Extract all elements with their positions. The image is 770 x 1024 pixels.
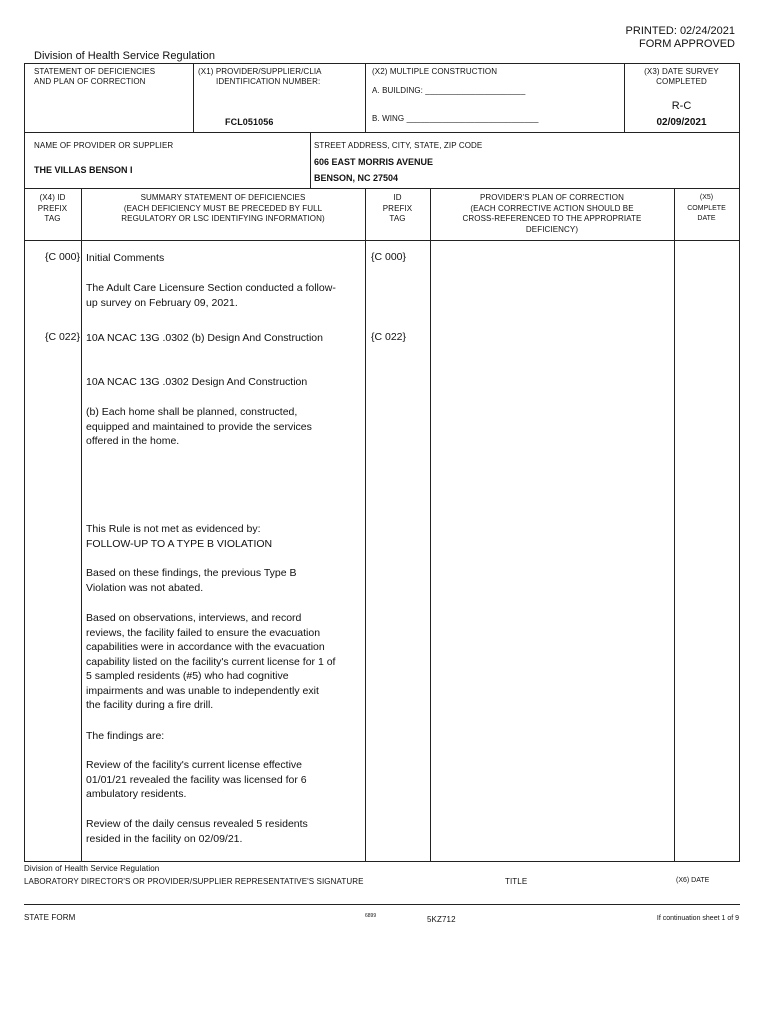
x2-label: (X2) MULTIPLE CONSTRUCTION — [372, 67, 498, 76]
x1-value: FCL051056 — [225, 117, 274, 127]
continuation-sheet: If continuation sheet 1 of 9 — [656, 915, 739, 922]
statement-label: STATEMENT OF DEFICIENCIES — [34, 67, 156, 76]
followup-text: FOLLOW-UP TO A TYPE B VIOLATION — [86, 538, 273, 550]
col-divider-1 — [81, 188, 82, 862]
summary-header-1: SUMMARY STATEMENT OF DEFICIENCIES — [140, 193, 306, 202]
plan-label: AND PLAN OF CORRECTION — [34, 77, 146, 86]
statement-box — [34, 67, 155, 87]
x3-label: (X3) DATE SURVEY — [644, 67, 719, 76]
x5-header-3: DATE — [697, 215, 716, 222]
rule-b-text: (b) Each home shall be planned, constructed, equipped and maintained to provide the services offered in the home. — [86, 406, 312, 447]
col-divider-3 — [430, 188, 431, 862]
rule-2 — [24, 132, 740, 133]
building-label: A. BUILDING: ______________________ — [372, 86, 526, 95]
x3-code: R-C — [671, 100, 692, 112]
based-findings-text: Based on these findings, the previous Type B Violation was not abated. — [86, 567, 297, 594]
plan-header-4: DEFICIENCY) — [525, 224, 579, 234]
form-approved: FORM APPROVED — [639, 38, 735, 50]
review-census-text: Review of the daily census revealed 5 residents resided in the facility on 02/09/21. — [86, 818, 308, 845]
divider-x2 — [365, 63, 366, 133]
state-form-label: STATE FORM — [24, 913, 76, 922]
left-border — [24, 63, 25, 862]
x5-header-2: COMPLETE — [687, 204, 726, 212]
x3-date: 02/09/2021 — [656, 117, 707, 128]
findings-are-text: The findings are: — [86, 730, 165, 742]
event-id: 5KZ712 — [427, 915, 456, 924]
id-header-1: ID — [393, 193, 402, 202]
plan-header-2: (EACH CORRECTIVE ACTION SHOULD BE — [470, 203, 634, 213]
street-address: 606 EAST MORRIS AVENUE — [314, 157, 434, 167]
plan-header-3: CROSS-REFERENCED TO THE APPROPRIATE — [462, 214, 642, 223]
col-divider-4 — [674, 188, 675, 862]
x4-header-2: PREFIX — [37, 203, 68, 213]
x4-header — [24, 193, 81, 225]
id-header-3: TAG — [389, 214, 406, 223]
wing-label: B. WING _____________________________ — [372, 114, 539, 123]
divider-address — [310, 132, 311, 189]
x3-box — [624, 67, 739, 87]
summary-header-2: (EACH DEFICIENCY MUST BE PRECEDED BY FULL — [123, 203, 323, 213]
x6-date-label: (X6) DATE — [676, 877, 710, 884]
summary-header — [81, 193, 365, 225]
plan-header — [430, 193, 674, 235]
x1-box — [198, 67, 322, 87]
tag-c022-left: {C 022} — [44, 331, 80, 343]
footer-rule — [24, 904, 740, 905]
id-header — [365, 193, 430, 225]
division-title: Division of Health Service Regulation — [34, 50, 215, 62]
x3-label-2: COMPLETED — [656, 77, 707, 86]
right-border — [739, 63, 740, 862]
not-met-text: This Rule is not met as evidenced by: — [86, 523, 261, 535]
signature-label: LABORATORY DIRECTOR'S OR PROVIDER/SUPPLIER REPRESENTATIVE'S SIGNATURE — [24, 877, 364, 886]
tag-c022-right: {C 022} — [371, 331, 407, 343]
id-header-2: PREFIX — [382, 203, 413, 213]
rule-repeat: 10A NCAC 13G .0302 Design And Construction — [86, 376, 308, 388]
x4-header-3: TAG — [44, 214, 61, 223]
title-label: TITLE — [505, 877, 528, 886]
address-label: STREET ADDRESS, CITY, STATE, ZIP CODE — [314, 141, 483, 150]
printed-header — [626, 25, 735, 51]
plan-header-1: PROVIDER'S PLAN OF CORRECTION — [479, 193, 624, 202]
x4-header-1: (X4) ID — [39, 193, 66, 202]
footer-division: Division of Health Service Regulation — [24, 864, 160, 873]
city-state-zip: BENSON, NC 27504 — [314, 173, 399, 183]
col-divider-2 — [365, 188, 366, 862]
top-rule — [24, 63, 740, 64]
x5-header-1: (X5) — [699, 194, 714, 201]
divider-x1 — [193, 63, 194, 133]
x1-label-2: IDENTIFICATION NUMBER: — [216, 77, 321, 86]
rule-bottom — [24, 861, 740, 862]
tag-c000-right: {C 000} — [371, 251, 407, 263]
x5-header — [674, 193, 739, 225]
provider-name-label: NAME OF PROVIDER OR SUPPLIER — [34, 141, 174, 150]
initial-comments: Initial Comments — [86, 252, 165, 264]
provider-name: THE VILLAS BENSON I — [34, 165, 133, 175]
form-number: 6899 — [365, 913, 377, 919]
based-observations-text: Based on observations, interviews, and record reviews, the facility failed to ensure the evacuation capabilities were in accordance with the evacuation capability listed on the facility's current license for 1 of 5 sampled residents (#5) who had cognitive impairments and was unable to independently exit the facility during a fire drill. — [86, 612, 336, 711]
review-license-text: Review of the facility's current license effective 01/01/21 revealed the facility was licensed for 6 ambulatory residents. — [86, 759, 307, 800]
printed-date: PRINTED: 02/24/2021 — [625, 25, 735, 37]
survey-paragraph: The Adult Care Licensure Section conducted a follow-up survey on February 09, 2021. — [86, 282, 336, 309]
rule-4 — [24, 240, 740, 241]
tag-c000-left: {C 000} — [44, 251, 80, 263]
x1-label: (X1) PROVIDER/SUPPLIER/CLIA — [198, 67, 322, 76]
rule-3 — [24, 188, 740, 189]
summary-header-3: REGULATORY OR LSC IDENTIFYING INFORMATION) — [121, 214, 325, 223]
rule-title: 10A NCAC 13G .0302 (b) Design And Construction — [86, 332, 323, 344]
